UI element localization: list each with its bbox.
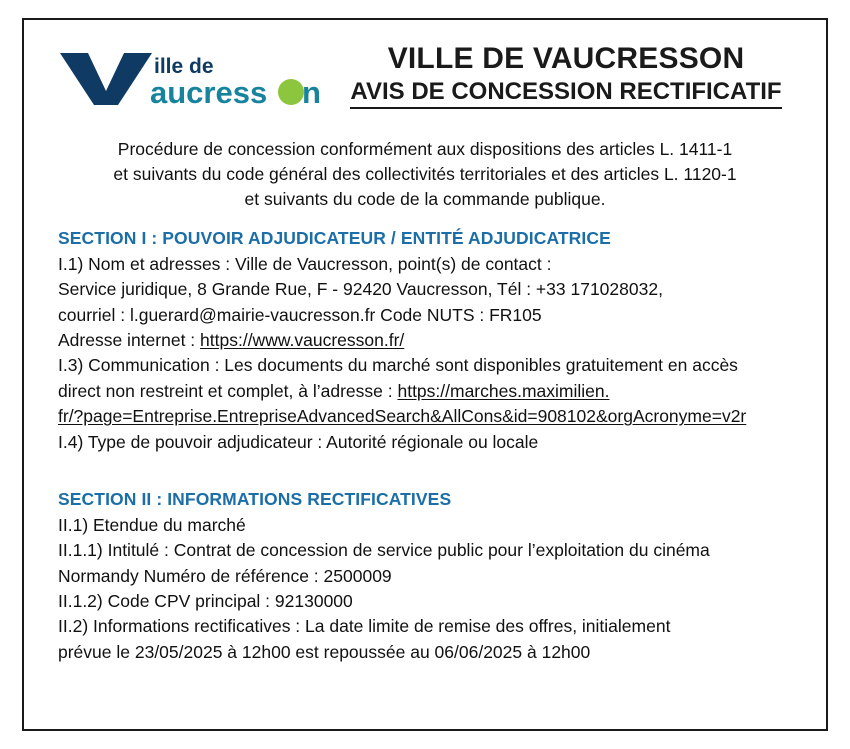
section-heading-1: SECTION I : POUVOIR ADJUDICATEUR / ENTITÉ ADJUDICATRICE [58,227,611,248]
section-1-line-3: courriel : l.guerard@mairie-vaucresson.fr Code NUTS : FR105 [58,304,542,325]
section-2-line-3: Normandy Numéro de référence : 2500009 [58,565,392,586]
svg-text:n: n [302,74,321,109]
address-internet-line [58,328,792,353]
header-titles [346,42,792,109]
intro-line-2: et suivants du code général des collectivités territoriales et des articles L. 1120-1 [113,164,737,185]
section-spacer [58,455,792,473]
ville-de-vaucresson-logo [58,43,328,109]
intro-line-1: Procédure de concession conformément aux dispositions des articles L. 1411-1 [117,139,733,160]
website-link[interactable]: https://www.vaucresson.fr/ [200,330,405,351]
page-subtitle: AVIS DE CONCESSION RECTIFICATIF [350,78,781,110]
section-2-line-1: II.1) Etendue du marché [58,514,246,535]
communication-prefix-2: direct non restreint et complet, à l’adresse : [58,380,398,401]
communication-line-3 [58,404,792,429]
section-2-line-4: II.1.2) Code CPV principal : 92130000 [58,591,353,612]
intro-paragraph [58,137,792,212]
section-1-type-line: I.4) Type de pouvoir adjudicateur : Autorité régionale ou locale [58,431,539,452]
svg-text:aucress: aucress [150,74,268,109]
page-title: VILLE DE VAUCRESSON [387,42,745,75]
section-2-line-6: prévue le 23/05/2025 à 12h00 est repoussée au 06/06/2025 à 12h00 [58,641,591,662]
intro-line-3: et suivants du code de la commande publique. [244,189,606,210]
logo-graphic [58,43,328,109]
section-2-line-5: II.2) Informations rectificatives : La date limite de remise des offres, initialement [58,616,671,637]
marches-link-part-2[interactable]: fr/?page=Entreprise.EntrepriseAdvancedSearch&AllCons&id=908102&orgAcronyme=v2r [58,406,747,427]
notice-box [22,18,828,731]
section-2-line-2: II.1.1) Intitulé : Contrat de concession de service public pour l’exploitation du cinéma [58,540,710,561]
marches-link-part-1[interactable]: https://marches.maximilien. [397,380,610,401]
communication-line-2 [58,379,792,404]
section-1-line-1: I.1) Nom et adresses : Ville de Vaucresson, point(s) de contact : [58,253,552,274]
notice-header [58,42,792,115]
section-heading-2: SECTION II : INFORMATIONS RECTIFICATIVES [58,488,452,509]
communication-line-1: I.3) Communication : Les documents du marché sont disponibles gratuitement en accès [58,355,738,376]
svg-text:ille de: ille de [154,54,214,78]
section-1-line-2: Service juridique, 8 Grande Rue, F - 92420 Vaucresson, Tél : +33 171028032, [58,279,663,300]
address-internet-label: Adresse internet : [58,330,201,351]
